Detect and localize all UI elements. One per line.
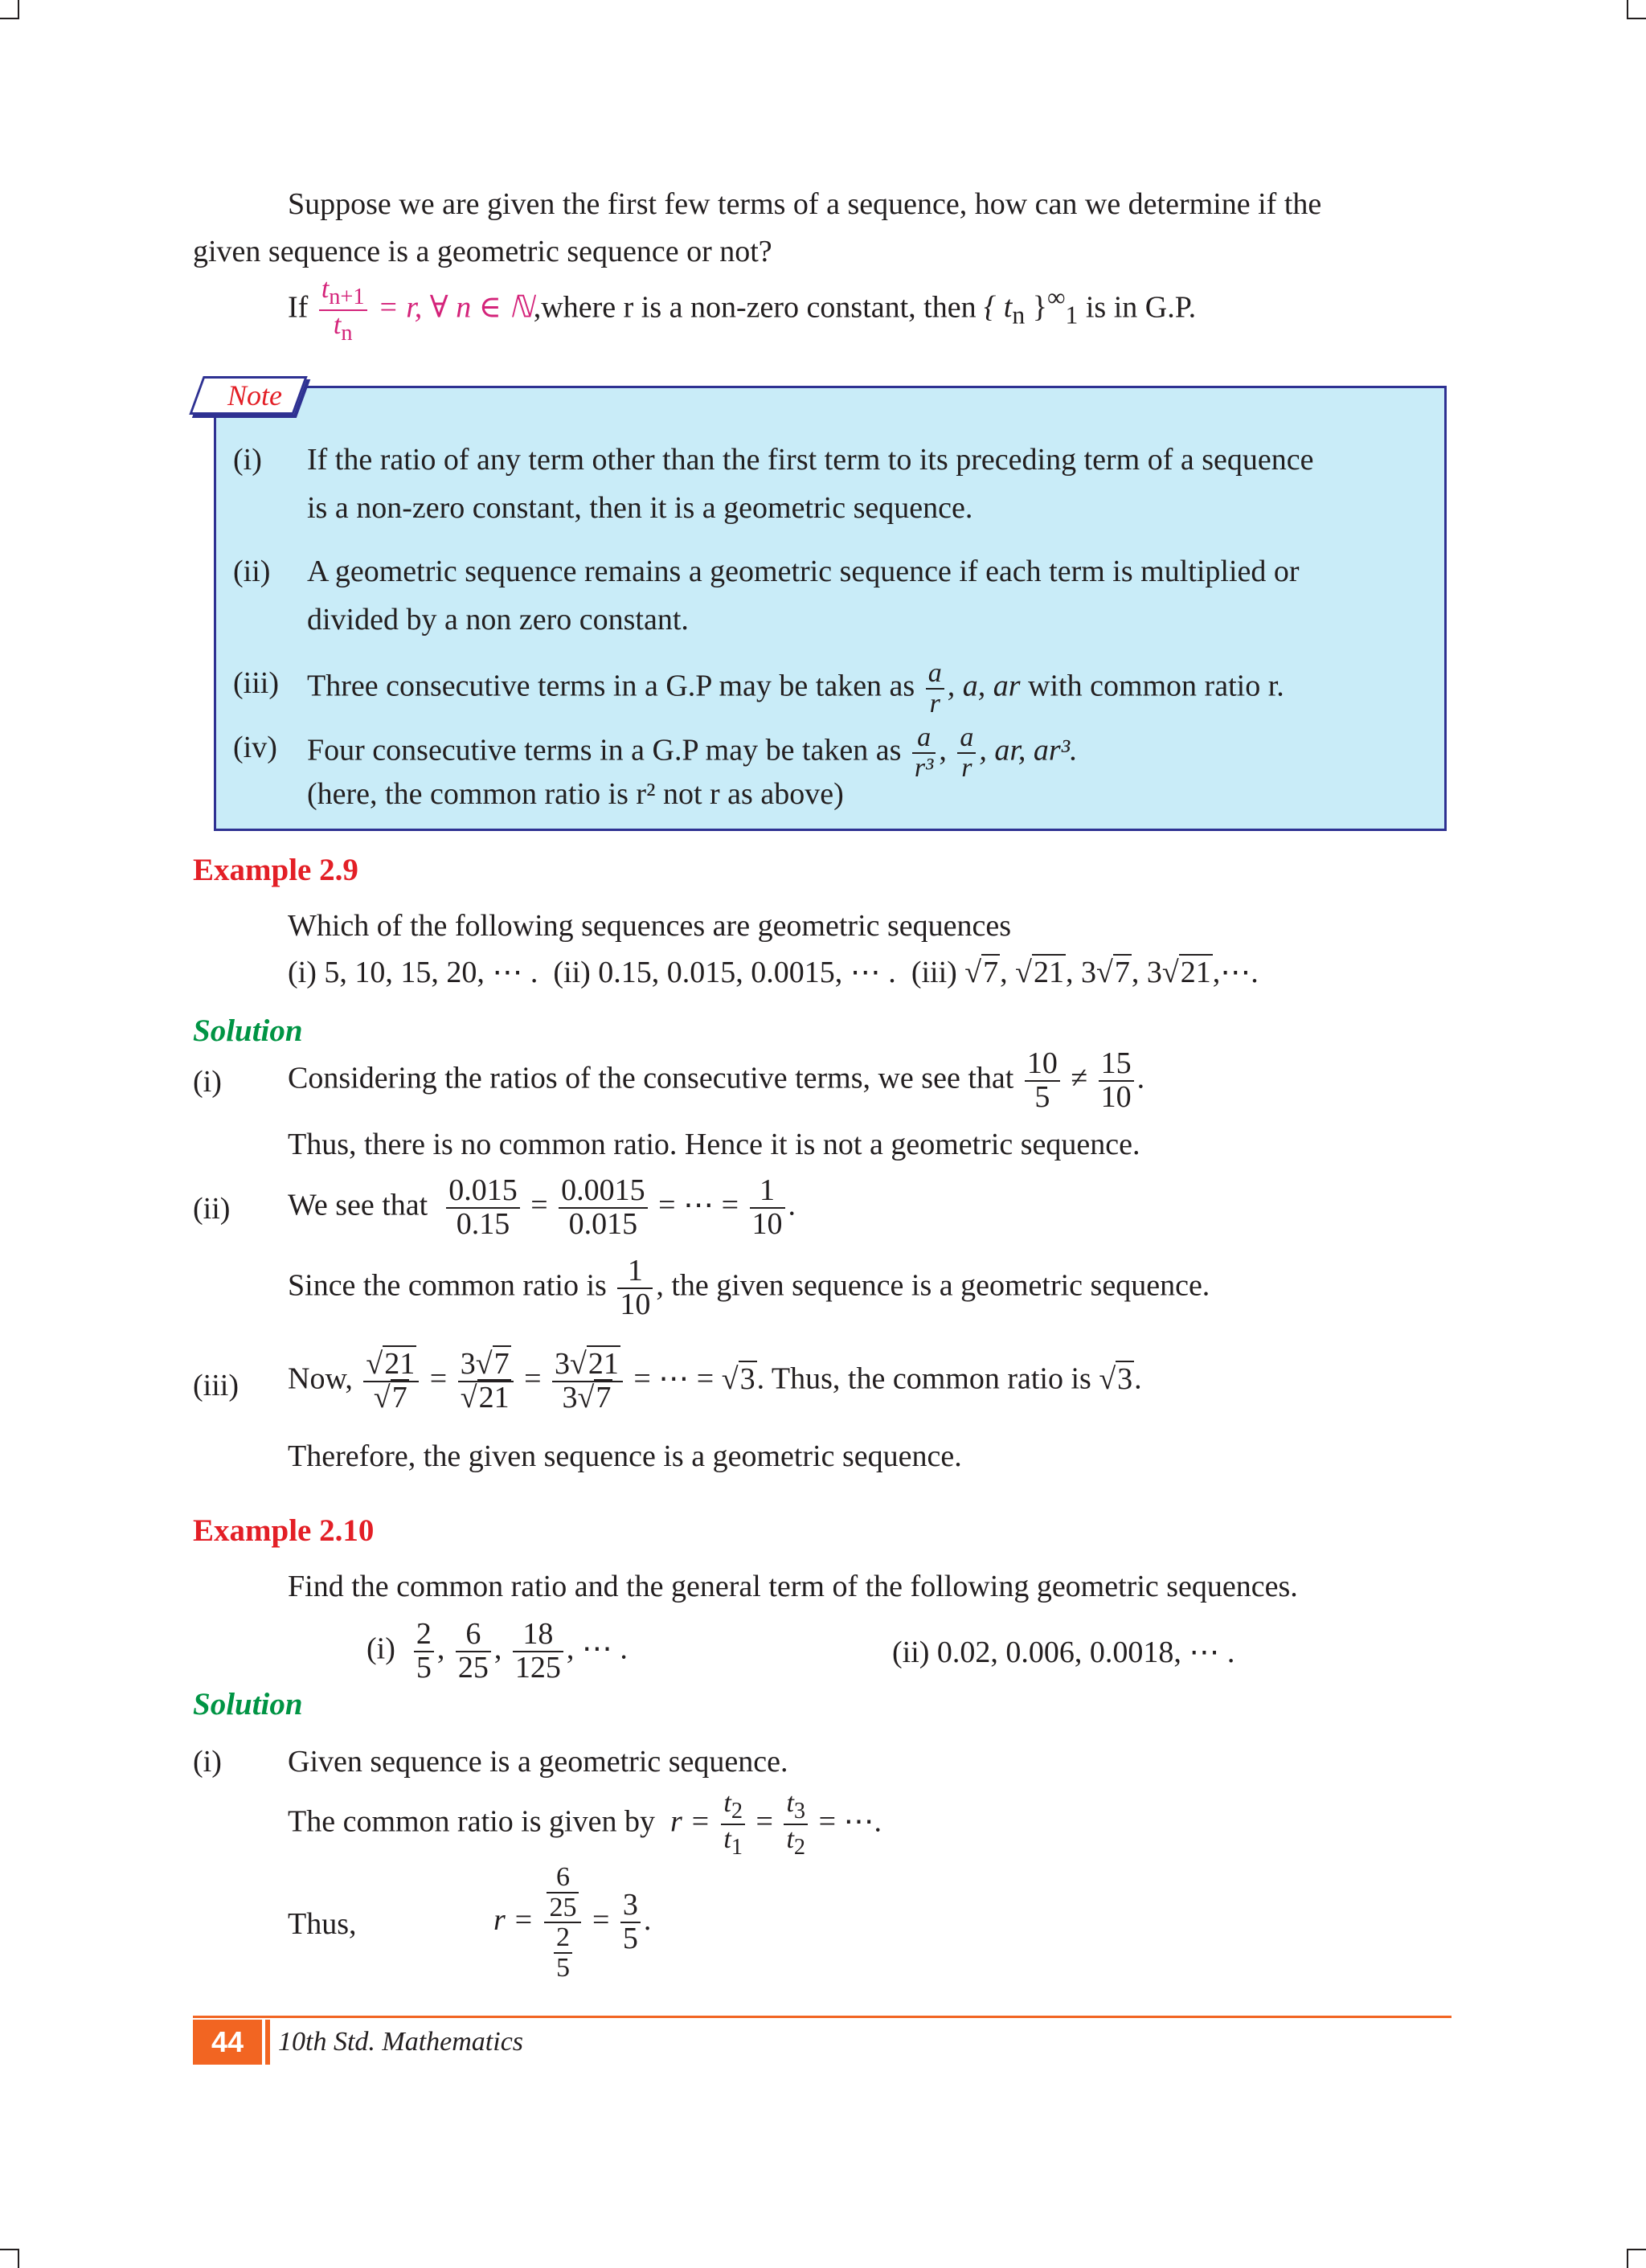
gp-condition: If $\frac{t_{n+1}}{t_n}$ = r, ∀ n ∈ ℕ,where r is a non-zero constant, then { $t_n$ }$^\infty_1$ is in G.P. xyxy=(288,274,1197,346)
solution-2-9-ii-conclusion: Since the common ratio is $\frac{1}{10}$ , the given sequence is a geometric sequence. xyxy=(288,1254,1210,1321)
solution-2-10-i-label: (i) xyxy=(193,1745,222,1779)
solution-2-10-heading: Solution xyxy=(193,1687,303,1721)
ratio-calculation: r = $\frac{\frac{6}{25}}{\frac{2}{5}}$ = $\frac{3}{5}$ . xyxy=(493,1862,652,1983)
solution-2-10-i-text: Given sequence is a geometric sequence. xyxy=(288,1745,788,1779)
example-2-10-seq-ii: (ii) 0.02, 0.006, 0.0018, ⋯ . xyxy=(892,1635,1235,1669)
solution-2-9-ii-label: (ii) xyxy=(193,1192,231,1226)
compound-fraction: $\frac{\frac{6}{25}}{\frac{2}{5}}$ xyxy=(544,1863,581,1983)
crop-mark-bottom-left xyxy=(0,2249,19,2268)
solution-2-9-iii-label: (iii) xyxy=(193,1369,239,1402)
note-frac-a-over-r-2: $\frac{a}{r}$ xyxy=(957,723,976,782)
note-frac-a-over-r: $\frac{a}{r}$ xyxy=(926,659,944,718)
page-number: 44 xyxy=(193,2020,262,2065)
solution-2-9-iii-conclusion: Therefore, the given sequence is a geometric sequence. xyxy=(288,1439,962,1473)
solution-2-9-i-conclusion: Thus, there is no common ratio. Hence it is not a geometric sequence. xyxy=(288,1128,1140,1161)
thus-label: Thus, xyxy=(288,1907,357,1941)
example-2-9-sequences: (i) 5, 10, 15, 20, ⋯ . (ii) 0.15, 0.015, 0.0015, ⋯ . (iii) √7, √21, 3√7, 3√21,⋯. xyxy=(288,956,1259,989)
page-number-bar xyxy=(265,2020,270,2065)
sequence-notation: { $t_n$ }$^\infty_1$ xyxy=(984,283,1079,330)
crop-mark-top-left xyxy=(0,0,19,19)
solution-2-9-ii-ratios: We see that $\frac{0.015}{0.15}$ = $\frac{0.0015}{0.015}$ = ⋯ = $\frac{1}{10}$ . xyxy=(288,1173,796,1241)
example-2-9-heading: Example 2.9 xyxy=(193,853,358,887)
book-title: 10th Std. Mathematics xyxy=(278,2027,524,2057)
solution-2-9-i-text: Considering the ratios of the consecutive terms, we see that $\frac{10}{5}$ ≠ $\frac{15}{10}$ . xyxy=(288,1046,1145,1114)
solution-2-9-i-label: (i) xyxy=(193,1065,222,1099)
solution-2-9-iii-ratios: Now, $\frac{√21}{√7}$ = $\frac{3√7}{√21}$ = $\frac{3√21}{3√7}$ = ⋯ = √3. Thus, the common ratio is √3. xyxy=(288,1347,1142,1414)
example-2-10-heading: Example 2.10 xyxy=(193,1513,375,1548)
crop-mark-top-right xyxy=(1627,0,1646,19)
footer-rule xyxy=(193,2016,1452,2018)
ratio-fraction: $\frac{t_{n+1}}{t_n}$ xyxy=(319,275,367,345)
example-2-10-question: Find the common ratio and the general term of the following geometric sequences. xyxy=(288,1570,1298,1603)
crop-mark-bottom-right xyxy=(1627,2249,1646,2268)
example-2-10-seq-i: (i) $\frac{2}{5}$ , $\frac{6}{25}$ , $\frac{18}{125}$ , ⋯ . xyxy=(366,1617,628,1685)
intro-line-2: given sequence is a geometric sequence or not? xyxy=(193,235,772,268)
note-tag-label: Note xyxy=(227,379,282,411)
note-frac-a-over-r3: $\frac{a}{\text{r³}}$ xyxy=(912,723,936,782)
note-item-1: (i) If the ratio of any term other than the first term to its preceding term of a sequence is a non-zero constant, then it is a geometric sequence. xyxy=(233,443,1314,525)
note-item-3: (iii) Three consecutive terms in a G.P may be taken as $\frac{a}{r}$ , a, ar with common ratio r. xyxy=(233,658,1284,718)
common-ratio-formula: The common ratio is given by r = $\frac{t_2}{t_1}$ = $\frac{t_3}{t_2}$ = ⋯. xyxy=(288,1788,882,1860)
note-item-2: (ii) A geometric sequence remains a geometric sequence if each term is multiplied or divided by a non zero constant. xyxy=(233,555,1300,637)
intro-line-1: Suppose we are given the first few terms of a sequence, how can we determine if the xyxy=(288,187,1322,221)
note-item-4: (iv) Four consecutive terms in a G.P may be taken as $\frac{a}{\text{r³}}$ , $\frac{a}{r}$ , ar, ar³. (here, the common ratio is r² not r as above) xyxy=(233,723,1078,811)
solution-2-9-heading: Solution xyxy=(193,1013,303,1048)
example-2-9-question: Which of the following sequences are geometric sequences xyxy=(288,909,1012,943)
